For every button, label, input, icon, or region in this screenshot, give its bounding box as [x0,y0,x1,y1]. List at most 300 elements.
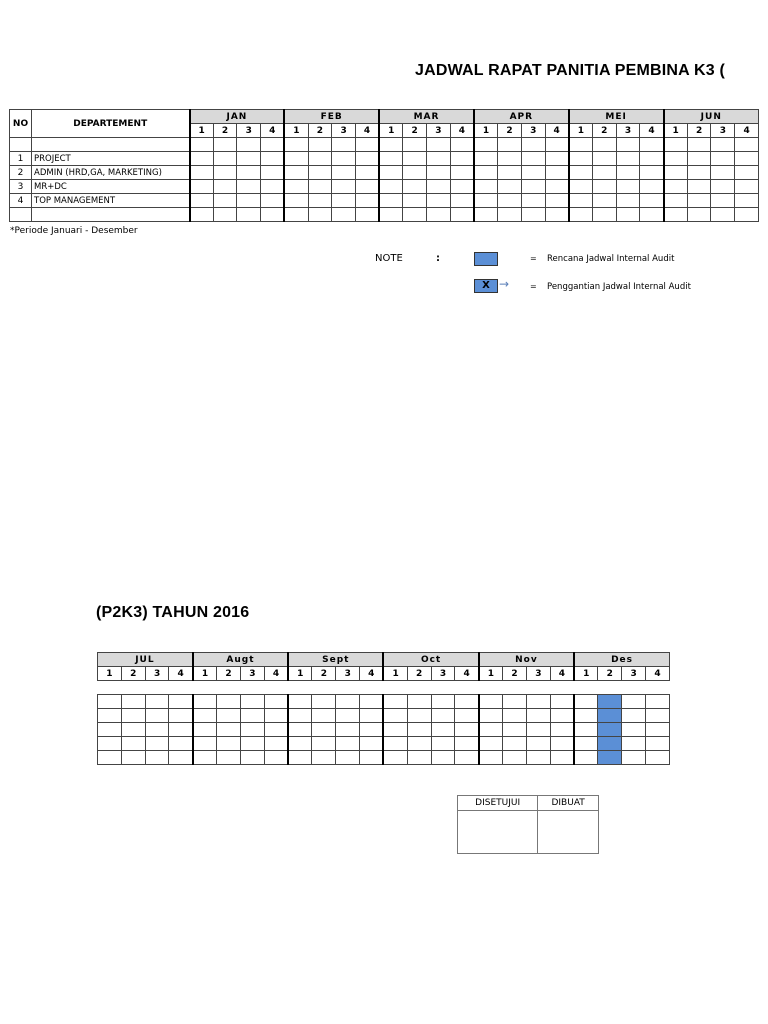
schedule-cell [407,737,431,751]
planned-audit-cell [598,695,622,709]
legend-item-plan: Rencana Jadwal Internal Audit [547,254,675,264]
schedule-cell [592,180,616,194]
note-label: NOTE [375,253,403,264]
schedule-cell [312,737,336,751]
schedule-cell [145,751,169,765]
week-header: 3 [622,667,646,681]
schedule-cell [616,138,640,152]
schedule-cell [336,751,360,765]
schedule-cell [288,709,312,723]
schedule-cell [574,737,598,751]
schedule-cell [521,152,545,166]
schedule-cell [646,737,670,751]
schedule-cell [217,723,241,737]
schedule-cell [237,166,261,180]
blank-row [10,208,759,222]
week-header: 1 [574,667,598,681]
week-header: 3 [526,667,550,681]
week-header: 4 [450,124,474,138]
schedule-cell [332,194,356,208]
schedule-cell [360,695,384,709]
schedule-cell [616,194,640,208]
schedule-cell [711,166,735,180]
schedule-cell [407,723,431,737]
schedule-cell [450,152,474,166]
cell-no [10,138,32,152]
plan-color-swatch [474,252,498,266]
schedule-cell [474,166,498,180]
schedule-cell [687,208,711,222]
schedule-cell [526,737,550,751]
schedule-cell [169,723,193,737]
week-header: 2 [498,124,522,138]
schedule-cell [288,737,312,751]
schedule-cell [336,737,360,751]
week-header: 1 [98,667,122,681]
schedule-cell [312,751,336,765]
schedule-cell [264,681,288,695]
signoff-approved-signature [458,811,538,854]
schedule-cell [217,681,241,695]
schedule-cell [383,723,407,737]
schedule-cell [193,695,217,709]
schedule-cell [261,180,285,194]
schedule-cell [284,138,308,152]
schedule-cell [455,695,479,709]
arrow-right-icon: → [499,277,510,291]
week-header: 4 [264,667,288,681]
schedule-cell [261,152,285,166]
schedule-cell [121,709,145,723]
week-header: 4 [646,667,670,681]
schedule-cell [98,681,122,695]
legend-equals-1: = [530,254,537,263]
schedule-cell [687,152,711,166]
schedule-cell [474,194,498,208]
schedule-cell [308,208,332,222]
schedule-cell [355,152,379,166]
schedule-cell [616,208,640,222]
schedule-cell [169,681,193,695]
signoff-table [457,795,599,854]
schedule-cell [193,681,217,695]
week-header: 2 [121,667,145,681]
header-no: NO [10,110,32,138]
schedule-cell [98,709,122,723]
week-header: 2 [407,667,431,681]
row-no: 1 [10,152,32,166]
schedule-cell [169,751,193,765]
schedule-cell [332,180,356,194]
schedule-cell [592,194,616,208]
schedule-cell [383,709,407,723]
schedule-cell [550,695,574,709]
row-no: 2 [10,166,32,180]
schedule-cell [403,166,427,180]
schedule-cell [190,138,214,152]
month-header-1: FEB [284,110,379,124]
schedule-cell [735,166,759,180]
month-header-3: Oct [383,653,478,667]
month-header-5: JUN [664,110,759,124]
schedule-cell [455,709,479,723]
schedule-cell [407,681,431,695]
schedule-cell [190,166,214,180]
schedule-cell [332,166,356,180]
schedule-cell [237,194,261,208]
schedule-cell [640,166,664,180]
schedule-cell [312,681,336,695]
schedule-cell [431,695,455,709]
week-header: 2 [403,124,427,138]
schedule-cell [403,194,427,208]
schedule-cell [308,152,332,166]
schedule-cell [379,208,403,222]
schedule-cell [622,681,646,695]
schedule-cell [735,208,759,222]
schedule-table-jul-des [97,652,670,765]
schedule-cell [98,737,122,751]
schedule-cell [646,751,670,765]
table-row [98,737,670,751]
schedule-cell [240,695,264,709]
replacement-mark-swatch: X [474,279,498,293]
schedule-cell [98,723,122,737]
schedule-cell [240,737,264,751]
week-header: 1 [284,124,308,138]
week-header: 4 [735,124,759,138]
schedule-cell [264,723,288,737]
week-header: 1 [569,124,593,138]
schedule-cell [332,208,356,222]
schedule-cell [646,723,670,737]
week-header: 3 [616,124,640,138]
schedule-cell [526,723,550,737]
week-header: 1 [664,124,688,138]
schedule-cell [521,208,545,222]
row-no: 4 [10,194,32,208]
schedule-cell [383,737,407,751]
schedule-cell [312,709,336,723]
week-header: 2 [598,667,622,681]
schedule-cell [521,194,545,208]
schedule-cell [498,138,522,152]
schedule-cell [455,681,479,695]
schedule-cell [503,723,527,737]
schedule-cell [479,681,503,695]
schedule-cell [190,194,214,208]
schedule-cell [145,681,169,695]
schedule-cell [455,751,479,765]
schedule-cell [403,180,427,194]
schedule-cell [474,208,498,222]
month-header-4: MEI [569,110,664,124]
schedule-cell [622,751,646,765]
week-header: 3 [711,124,735,138]
schedule-cell [545,208,569,222]
schedule-cell [98,751,122,765]
schedule-cell [213,166,237,180]
row-department: ADMIN (HRD,GA, MARKETING) [32,166,190,180]
schedule-cell [735,138,759,152]
week-header: 4 [550,667,574,681]
schedule-cell [640,138,664,152]
schedule-cell [312,723,336,737]
schedule-cell [308,194,332,208]
schedule-cell [336,723,360,737]
row-department: MR+DC [32,180,190,194]
schedule-cell [569,180,593,194]
schedule-cell [569,166,593,180]
month-header-0: JAN [190,110,285,124]
week-header: 2 [503,667,527,681]
periode-note: *Periode Januari - Desember [10,226,138,236]
schedule-cell [646,695,670,709]
planned-audit-cell [598,737,622,751]
week-header: 1 [288,667,312,681]
schedule-cell [240,681,264,695]
schedule-cell [640,180,664,194]
week-header: 3 [521,124,545,138]
schedule-cell [687,194,711,208]
legend-equals-2: = [530,282,537,291]
schedule-cell [193,723,217,737]
note-colon: : [436,253,440,264]
schedule-cell [687,138,711,152]
schedule-cell [526,709,550,723]
schedule-cell [403,138,427,152]
schedule-cell [332,152,356,166]
schedule-cell [622,723,646,737]
week-header: 3 [336,667,360,681]
schedule-cell [379,180,403,194]
schedule-cell [455,737,479,751]
schedule-cell [711,208,735,222]
week-header: 4 [455,667,479,681]
schedule-cell [503,709,527,723]
schedule-cell [217,695,241,709]
week-header: 4 [169,667,193,681]
week-header: 1 [474,124,498,138]
week-header: 3 [240,667,264,681]
schedule-cell [431,681,455,695]
month-header-2: Sept [288,653,383,667]
table-row [98,695,670,709]
schedule-cell [240,709,264,723]
week-header: 4 [360,667,384,681]
schedule-cell [403,208,427,222]
schedule-cell [450,180,474,194]
schedule-cell [169,709,193,723]
planned-audit-cell [598,723,622,737]
schedule-cell [545,166,569,180]
schedule-cell [550,709,574,723]
schedule-cell [664,194,688,208]
schedule-cell [735,152,759,166]
schedule-cell [687,180,711,194]
schedule-cell [711,194,735,208]
schedule-cell [360,751,384,765]
schedule-cell [145,695,169,709]
schedule-cell [379,166,403,180]
week-header: 4 [355,124,379,138]
schedule-cell [474,152,498,166]
week-header: 2 [592,124,616,138]
week-header: 2 [213,124,237,138]
schedule-cell [169,737,193,751]
signoff-made-signature [538,811,599,854]
schedule-cell [545,180,569,194]
table-row [98,709,670,723]
schedule-cell [474,138,498,152]
schedule-cell [261,138,285,152]
cell-dept [32,138,190,152]
schedule-cell [664,166,688,180]
schedule-cell [545,194,569,208]
schedule-cell [640,194,664,208]
schedule-cell [592,152,616,166]
week-header: 2 [687,124,711,138]
schedule-cell [545,138,569,152]
schedule-cell [336,709,360,723]
schedule-cell [687,166,711,180]
schedule-cell [240,751,264,765]
schedule-cell [427,138,451,152]
schedule-cell [145,723,169,737]
schedule-cell [450,166,474,180]
schedule-cell [503,695,527,709]
schedule-cell [569,152,593,166]
schedule-cell [498,166,522,180]
schedule-cell [264,695,288,709]
schedule-cell [121,723,145,737]
schedule-cell [503,681,527,695]
schedule-cell [261,194,285,208]
schedule-cell [332,138,356,152]
schedule-cell [213,152,237,166]
schedule-cell [431,751,455,765]
week-header: 1 [383,667,407,681]
schedule-cell [479,709,503,723]
schedule-cell [664,180,688,194]
schedule-cell [261,166,285,180]
schedule-cell [450,208,474,222]
schedule-cell [664,208,688,222]
schedule-cell [479,695,503,709]
schedule-cell [288,723,312,737]
schedule-cell [121,695,145,709]
schedule-cell [264,709,288,723]
schedule-cell [574,709,598,723]
table-row [10,152,759,166]
schedule-cell [569,194,593,208]
schedule-cell [550,681,574,695]
schedule-cell [498,180,522,194]
schedule-cell [383,751,407,765]
schedule-cell [383,681,407,695]
schedule-cell [237,138,261,152]
month-header-2: MAR [379,110,474,124]
schedule-cell [190,180,214,194]
schedule-cell [237,152,261,166]
schedule-cell [711,180,735,194]
schedule-cell [193,737,217,751]
schedule-cell [592,166,616,180]
schedule-cell [355,194,379,208]
week-header: 1 [479,667,503,681]
schedule-cell [336,681,360,695]
schedule-cell [288,695,312,709]
table-row [98,751,670,765]
month-header-5: Des [574,653,669,667]
schedule-cell [264,751,288,765]
schedule-cell [360,681,384,695]
schedule-cell [479,737,503,751]
schedule-cell [312,695,336,709]
schedule-cell [407,751,431,765]
month-header-3: APR [474,110,569,124]
schedule-cell [213,138,237,152]
schedule-cell [574,723,598,737]
schedule-cell [735,180,759,194]
schedule-cell [550,737,574,751]
schedule-table-jan-jun [9,109,759,222]
schedule-cell [521,138,545,152]
schedule-cell [479,751,503,765]
schedule-cell [646,709,670,723]
schedule-cell [121,737,145,751]
schedule-cell [237,180,261,194]
row-no: 3 [10,180,32,194]
schedule-cell [526,695,550,709]
week-header: 3 [145,667,169,681]
schedule-cell [427,166,451,180]
spacer-row [10,138,759,152]
row-department: TOP MANAGEMENT [32,194,190,208]
week-header: 2 [312,667,336,681]
schedule-cell [308,180,332,194]
page-title-part2: (P2K3) TAHUN 2016 [96,604,250,621]
schedule-cell [592,138,616,152]
schedule-cell [145,709,169,723]
schedule-cell [498,208,522,222]
schedule-cell [217,737,241,751]
schedule-cell [711,138,735,152]
schedule-cell [379,152,403,166]
schedule-cell [569,138,593,152]
schedule-cell [193,751,217,765]
week-header: 4 [261,124,285,138]
schedule-cell [403,152,427,166]
schedule-cell [190,152,214,166]
schedule-cell [550,723,574,737]
schedule-cell [616,180,640,194]
schedule-cell [592,208,616,222]
schedule-cell [355,166,379,180]
week-header: 2 [217,667,241,681]
schedule-cell [237,208,261,222]
schedule-cell [145,737,169,751]
legend-item-replacement: Penggantian Jadwal Internal Audit [547,282,691,292]
week-header: 4 [545,124,569,138]
schedule-cell [479,723,503,737]
schedule-cell [640,208,664,222]
week-header: 1 [193,667,217,681]
table-row [10,194,759,208]
schedule-cell [308,138,332,152]
schedule-cell [450,138,474,152]
schedule-cell [355,180,379,194]
